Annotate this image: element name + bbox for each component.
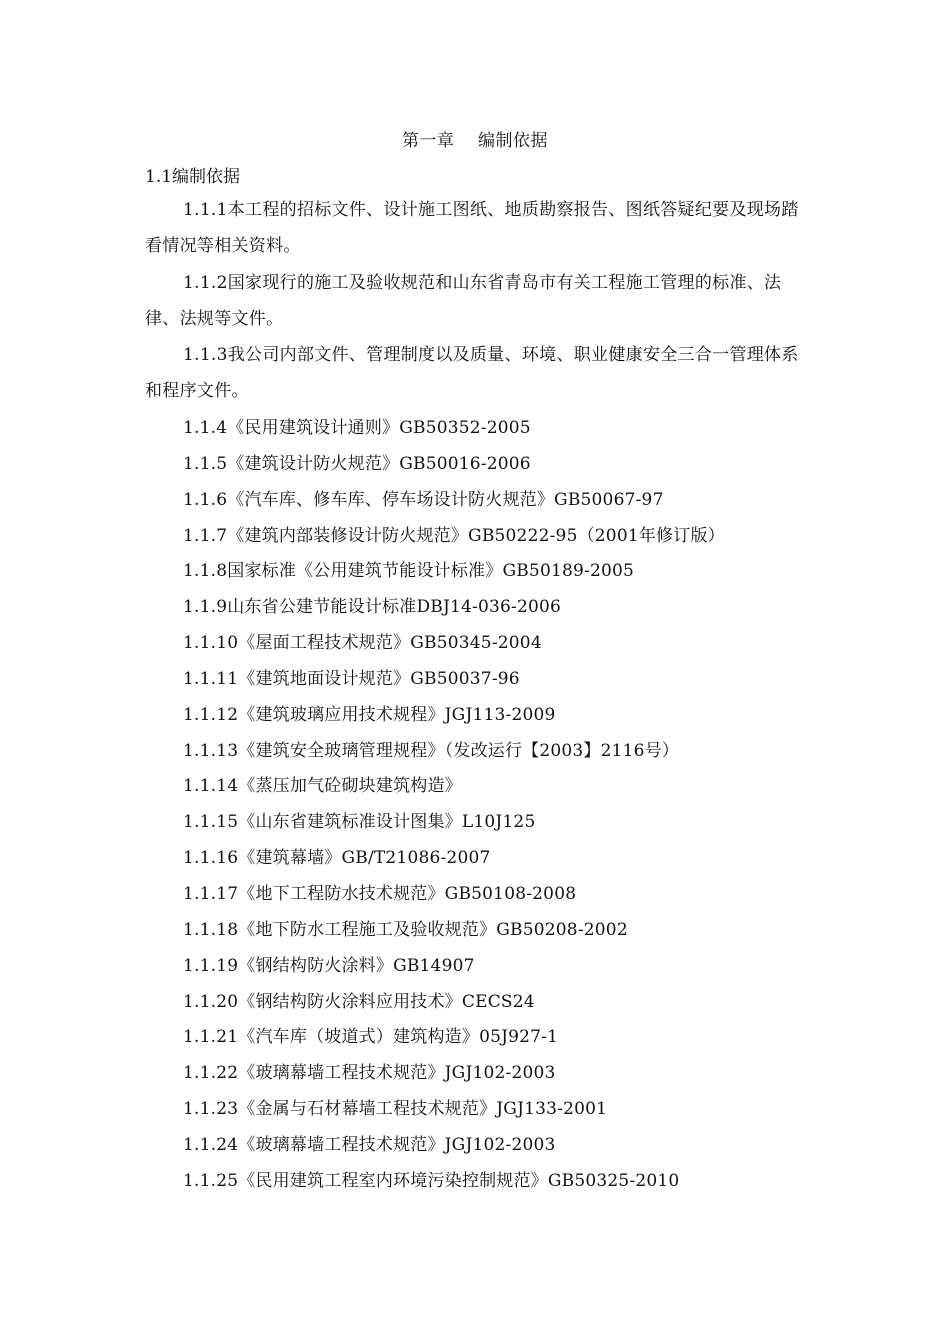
reference-item: 1.1.6《汽车库、修车库、停车场设计防火规范》GB50067-97 xyxy=(183,489,664,510)
reference-item: 1.1.21《汽车库（坡道式）建筑构造》05J927-1 xyxy=(183,1027,559,1048)
reference-item: 1.1.17《地下工程防水技术规范》GB50108-2008 xyxy=(183,883,577,904)
reference-item: 1.1.11《建筑地面设计规范》GB50037-96 xyxy=(183,668,520,689)
reference-item: 1.1.10《屋面工程技术规范》GB50345-2004 xyxy=(183,633,542,654)
reference-item: 1.1.12《建筑玻璃应用技术规程》JGJ113-2009 xyxy=(183,704,556,725)
reference-item: 1.1.5《建筑设计防火规范》GB50016-2006 xyxy=(183,453,531,474)
section-heading: 1.1编制依据 xyxy=(145,167,241,187)
reference-item: 1.1.15《山东省建筑标准设计图集》L10J125 xyxy=(183,812,536,833)
reference-item: 1.1.23《金属与石材幕墙工程技术规范》JGJ133-2001 xyxy=(183,1099,608,1120)
reference-item: 1.1.7《建筑内部装修设计防火规范》GB50222-95（2001年修订版） xyxy=(183,525,725,546)
paragraph-1-1-1: 1.1.1本工程的招标文件、设计施工图纸、地质勘察报告、图纸答疑纪要及现场踏看情况等相关资料。 xyxy=(145,200,799,256)
reference-item: 1.1.8国家标准《公用建筑节能设计标准》GB50189-2005 xyxy=(183,561,635,582)
paragraph-1-1-2: 1.1.2国家现行的施工及验收规范和山东省青岛市有关工程施工管理的标准、法律、法规等文件。 xyxy=(145,273,782,329)
reference-item: 1.1.4《民用建筑设计通则》GB50352-2005 xyxy=(183,418,531,438)
reference-item: 1.1.20《钢结构防火涂料应用技术》CECS24 xyxy=(183,991,535,1012)
reference-item: 1.1.22《玻璃幕墙工程技术规范》JGJ102-2003 xyxy=(183,1063,556,1084)
reference-item: 1.1.24《玻璃幕墙工程技术规范》JGJ102-2003 xyxy=(183,1134,556,1155)
chapter-title: 第一章 编制依据 xyxy=(401,131,549,151)
reference-item: 1.1.9山东省公建节能设计标准DBJ14-036-2006 xyxy=(183,597,562,618)
paragraph-1-1-3: 1.1.3我公司内部文件、管理制度以及质量、环境、职业健康安全三合一管理体系和程序文件。 xyxy=(145,345,799,401)
reference-item: 1.1.18《地下防水工程施工及验收规范》GB50208-2002 xyxy=(183,919,628,940)
reference-item: 1.1.14《蒸压加气砼砌块建筑构造》 xyxy=(183,776,462,797)
reference-item: 1.1.25《民用建筑工程室内环境污染控制规范》GB50325-2010 xyxy=(183,1170,680,1191)
reference-list xyxy=(183,410,725,1199)
reference-item: 1.1.19《钢结构防火涂料》GB14907 xyxy=(183,955,475,976)
reference-item: 1.1.13《建筑安全玻璃管理规程》（发改运行【2003】2116号） xyxy=(183,740,680,761)
reference-item: 1.1.16《建筑幕墙》GB/T21086-2007 xyxy=(183,848,491,869)
